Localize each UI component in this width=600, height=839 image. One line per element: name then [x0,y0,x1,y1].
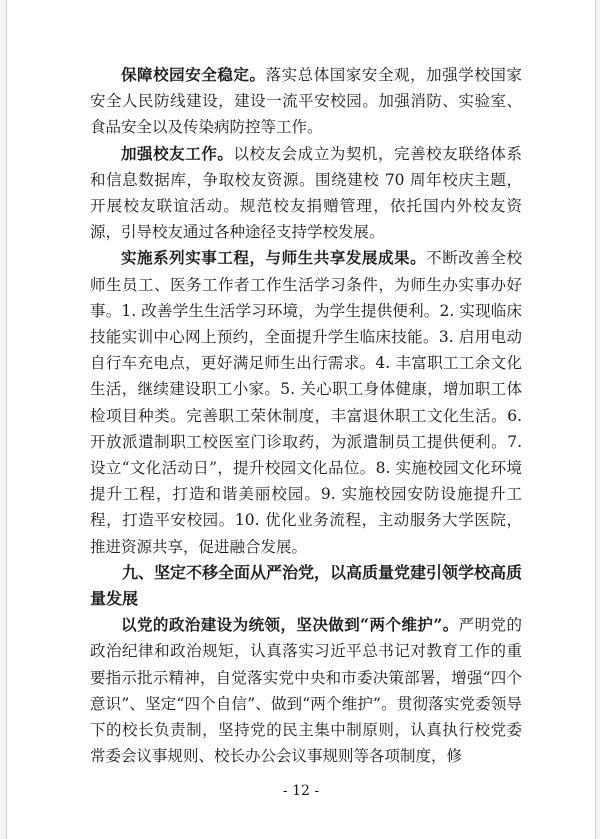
paragraph-text: 不断改善全校师生员工、医务工作者工作生活学习条件，为师生办实事办好事。1. 改善学生生活学习环境，为学生提供便利。2. 实现临床技能实训中心网上预约，全面提升学生临床技能。3. 启用电动自行车充电点，更好满足师生出行需求。4. 丰富职工工余文化生活，继续建设职工小家。5. 关心职工身体健康，增加职工体检项目种类。完善职工荣休制度，丰富退休职工文化生活。6. 开放派遣制职工校医室门诊取药，为派遣制员工提供便利。7. 设立“文化活动日”，提升校园文化品位。8. 实施校园文化环境提升工程，打造和谐美丽校园。9. 实施校园安防设施提升工程，打造平安校园。10. 优化业务流程，主动服务大学医院，推进资源共享，促进融合发展。 [90,249,522,556]
paragraph-lead: 保障校园安全稳定。 [121,65,266,84]
paragraph-lead: 加强校友工作。 [121,143,234,163]
paragraph-text: 以校友会成立为契机，完善校友联络体系和信息数据库，争取校友资源。围绕建校 70 周年校庆主题，开展校友联谊活动。规范校友捐赠管理，依托国内外校友资源，引导校友通过各种途径支持学校发展。 [90,144,522,242]
paragraph-alumni [90,141,522,246]
paragraph-campus-safety [90,62,522,141]
paragraph-lead: 以党的政治建设为统领，坚决做到“两个维护”。 [121,615,459,635]
document-page [6,0,596,839]
paragraph-lead: 实施系列实事工程，与师生共享发展成果。 [121,248,427,268]
paragraph-practical-projects [90,245,522,559]
paragraph-text: 落实总体国家安全观，加强学校国家安全人民防线建设，建设一流平安校园。加强消防、实验室、食品安全以及传染病防控等工作。 [90,66,522,137]
page-number: - 12 - [282,783,320,799]
paragraph-political-building [90,612,522,769]
paragraph-text: 严明党的政治纪律和政治规矩，认真落实习近平总书记对教育工作的重要指示批示精神，自觉落实党中央和市委决策部署，增强“四个意识”、坚定“四个自信”、做到“两个维护”。贯彻落实党委领导下的校长负责制，坚持党的民主集中制原则，认真执行校党委常委会议事规则、校长办公会议事规则等各项制度，修 [90,616,522,766]
document-body [90,62,522,769]
section-heading: 九、坚定不移全面从严治党，以高质量党建引领学校高质量发展 [90,562,523,609]
